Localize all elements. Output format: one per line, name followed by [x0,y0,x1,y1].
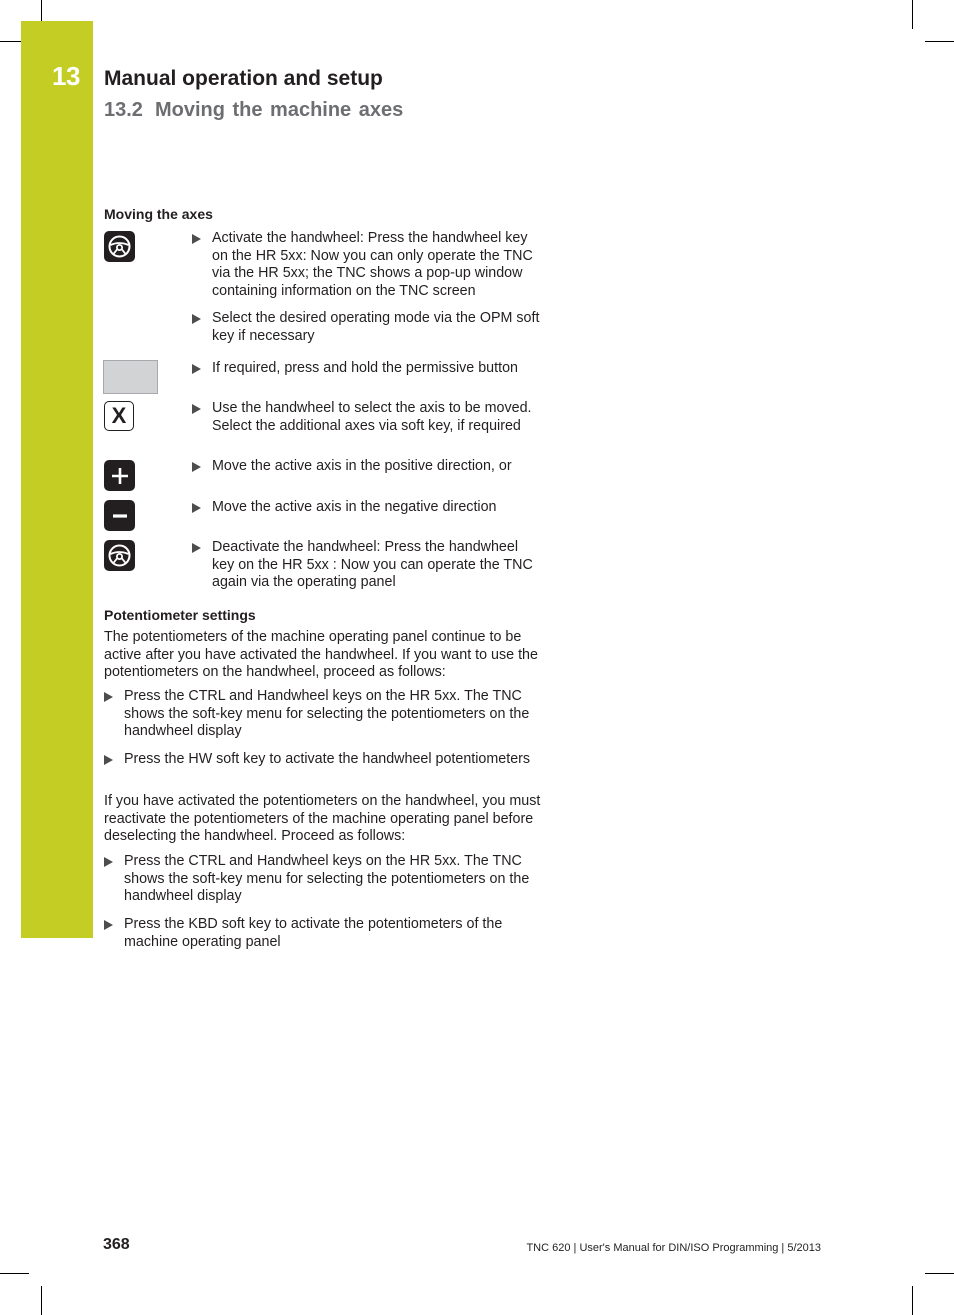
paragraph-intro: The potentiometers of the machine operating panel continue to be active after you have activated the handwheel. If you want to use the potentiometers on the handwheel, proceed as follows: [104,629,538,681]
axis-x-key-icon [104,401,134,431]
crop-mark [0,1273,29,1274]
paragraph-reactivate: If you have activated the potentiometers on the handwheel, you must reactivate the potentiometers of the machine operating panel before deselecting the handwheel. Proceed as follows: [104,793,541,845]
chapter-title: Manual operation and setup [104,67,383,90]
bullet-arrow-icon [192,404,201,414]
bullet-kbd-soft-key: Press the KBD soft key to activate the potentiometers of the machine operating panel [104,916,544,951]
bullet-ctrl-handwheel-2: Press the CTRL and Handwheel keys on the HR 5xx. The TNC shows the soft-key menu for selecting the potentiometers on the handwheel display [104,853,544,906]
heading-moving-axes: Moving the axes [104,206,213,222]
handwheel-key-icon [104,540,135,571]
crop-mark [925,1273,954,1274]
step-select-operating-mode: Select the desired operating mode via the OPM soft key if necessary [192,310,542,345]
step-activate-handwheel: Activate the handwheel: Press the handwheel key on the HR 5xx: Now you can only operate the TNC via the HR 5xx; the TNC shows a pop-up window containing information on the TNC screen [192,230,542,301]
chapter-number: 13 [52,61,80,91]
crop-mark [0,41,21,42]
crop-mark [41,1286,42,1315]
bullet-arrow-icon [192,462,201,472]
crop-mark [912,1286,913,1315]
heading-potentiometer-settings: Potentiometer settings [104,607,256,623]
bullet-ctrl-handwheel: Press the CTRL and Handwheel keys on the HR 5xx. The TNC shows the soft-key menu for selecting the potentiometers on the handwheel display [104,688,544,741]
handwheel-key-icon [104,231,135,262]
bullet-arrow-icon [104,692,113,702]
step-positive-direction: Move the active axis in the positive direction, or [192,458,542,476]
bullet-arrow-icon [192,314,201,324]
page-number: 368 [103,1236,130,1253]
section-title-text: Moving the machine axes [154,99,404,121]
crop-mark [925,41,954,42]
crop-mark [912,0,913,29]
bullet-arrow-icon [192,364,201,374]
bullet-arrow-icon [192,503,201,513]
step-negative-direction: Move the active axis in the negative direction [192,499,542,517]
bullet-arrow-icon [104,857,113,867]
step-select-axis: Use the handwheel to select the axis to be moved. Select the additional axes via soft key, if required [192,400,542,435]
bullet-hw-soft-key: Press the HW soft key to activate the handwheel potentiometers [104,751,544,769]
section-number: 13.2 [104,99,143,121]
bullet-arrow-icon [192,543,201,553]
permissive-button-icon [103,360,158,394]
minus-key-icon [104,500,135,531]
chapter-tab-bar [21,21,93,938]
step-permissive-button: If required, press and hold the permissive button [192,360,542,378]
plus-key-icon [104,460,135,491]
crop-mark [41,0,42,21]
bullet-arrow-icon [104,755,113,765]
bullet-arrow-icon [192,234,201,244]
section-title [104,99,403,122]
bullet-arrow-icon [104,920,113,930]
axis-x-label: X [111,403,127,428]
step-deactivate-handwheel: Deactivate the handwheel: Press the handwheel key on the HR 5xx : Now you can operate the TNC again via the operating panel [192,539,542,592]
footer-text: TNC 620 | User's Manual for DIN/ISO Programming | 5/2013 [526,1242,821,1254]
